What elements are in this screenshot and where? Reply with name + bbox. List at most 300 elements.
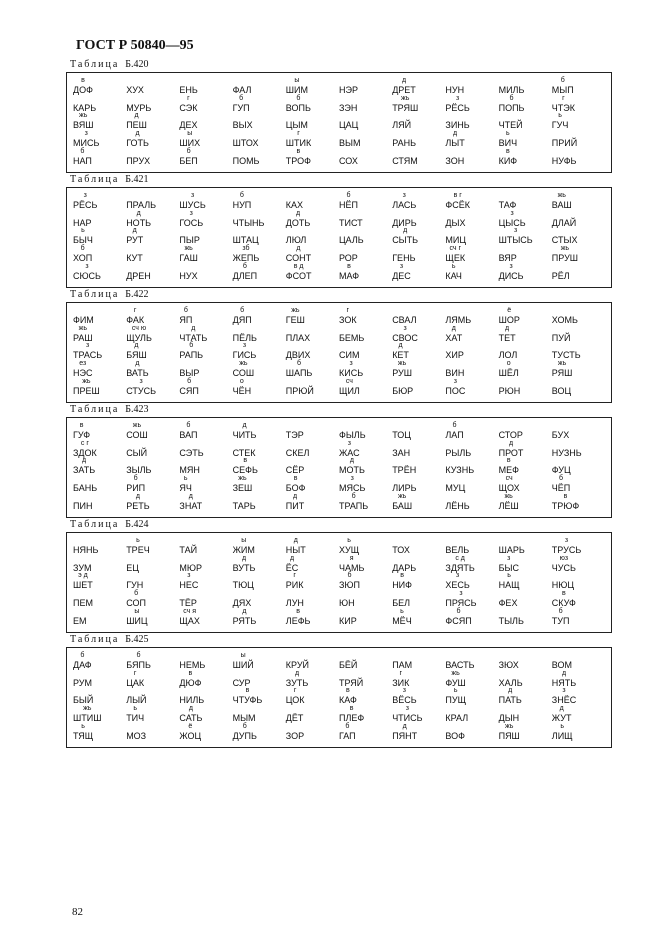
table-cell <box>392 723 445 741</box>
syllable-word <box>179 475 192 494</box>
syllable-text: ТУП <box>551 615 570 626</box>
table-cell <box>445 95 498 113</box>
pronunciation-mark: б <box>452 421 457 429</box>
pronunciation-mark: жь <box>504 492 513 500</box>
syllable-word <box>499 678 523 688</box>
pronunciation-mark: ез <box>79 360 87 368</box>
table-caption <box>66 403 612 417</box>
table-cell <box>445 378 498 396</box>
table-cell <box>286 325 339 343</box>
table-cell <box>499 537 552 555</box>
pronunciation-mark: ы <box>187 130 193 138</box>
table-cell <box>499 343 552 361</box>
table-cell <box>73 378 126 396</box>
syllable-text: ЧТЫНЬ <box>232 217 265 228</box>
syllable-word <box>232 191 252 210</box>
table-cell <box>339 723 392 741</box>
table-cell <box>499 705 552 723</box>
table-cell <box>233 95 286 113</box>
syllable-word <box>285 245 312 264</box>
pronunciation-mark: б <box>559 475 564 483</box>
table-cell <box>73 422 126 440</box>
syllable-word <box>445 669 466 688</box>
table-cell <box>179 555 232 573</box>
syllable-word <box>285 306 305 325</box>
syllable-word <box>445 687 467 706</box>
syllable-text: ТАЙ <box>179 544 198 555</box>
table-cell <box>286 688 339 706</box>
table-cell <box>339 263 392 281</box>
syllable-text: ДЛЕП <box>232 270 258 281</box>
syllable-word <box>286 235 307 245</box>
syllable-text: ПЯНТ <box>392 730 418 741</box>
table-cell <box>233 705 286 723</box>
syllable-word <box>73 651 92 670</box>
table-cell <box>445 573 498 591</box>
pronunciation-mark: жь <box>291 306 300 314</box>
syllable-word <box>498 147 518 166</box>
syllable-word <box>339 103 357 113</box>
syllable-text: ВЁСЬ <box>392 695 417 706</box>
syllable-word <box>286 660 309 670</box>
table-cell <box>286 475 339 493</box>
table-cell <box>73 440 126 458</box>
table-cell <box>179 95 232 113</box>
syllable-text: МИСЬ <box>73 138 100 149</box>
pronunciation-mark: д <box>294 669 300 677</box>
syllable-word <box>286 120 308 130</box>
table-cell <box>286 537 339 555</box>
syllable-word <box>73 218 92 228</box>
syllable-word <box>551 607 570 626</box>
syllable-word <box>339 350 359 360</box>
syllable-text: ПЫР <box>179 235 200 246</box>
table-cell <box>339 113 392 131</box>
syllable-word <box>445 120 469 130</box>
syllable-word <box>233 678 251 688</box>
syllable-word <box>499 253 517 263</box>
table-cell <box>552 192 605 210</box>
table-cell <box>179 475 232 493</box>
table-cell <box>126 440 179 458</box>
table-cell <box>233 77 286 95</box>
table-cell <box>392 228 445 246</box>
table-cell <box>499 360 552 378</box>
syllable-text: ВОМ <box>551 659 572 670</box>
syllable-word <box>445 545 469 555</box>
syllable-word <box>551 245 579 264</box>
syllable-text: БЮР <box>392 385 414 396</box>
syllable-word <box>339 554 365 573</box>
table-cell <box>445 210 498 228</box>
syllable-word <box>126 112 147 131</box>
syllable-word <box>179 695 204 705</box>
syllable-word <box>339 138 360 148</box>
table-cell <box>73 723 126 741</box>
pronunciation-mark: д <box>188 705 193 713</box>
table-cell <box>552 113 605 131</box>
syllable-text: СОНТ <box>285 253 312 264</box>
table-cell <box>179 245 232 263</box>
syllable-word <box>445 245 466 264</box>
syllable-word <box>498 492 519 511</box>
syllable-word <box>339 492 369 511</box>
table-cell <box>179 130 232 148</box>
syllable-text: ФАЛ <box>232 84 252 95</box>
syllable-text: МИЦ <box>445 235 467 246</box>
table-cell <box>445 77 498 95</box>
syllable-text: СЭТЬ <box>179 447 204 458</box>
table-cell <box>73 555 126 573</box>
syllable-text: ТАФ <box>498 199 517 210</box>
pronunciation-mark: з <box>189 209 193 217</box>
pronunciation-mark: ь <box>506 130 510 138</box>
syllable-text: ЯП <box>179 314 193 325</box>
syllable-word <box>339 191 358 210</box>
pronunciation-mark: д <box>241 554 247 562</box>
table-cell <box>233 130 286 148</box>
table-cell <box>73 705 126 723</box>
table-cell <box>286 95 339 113</box>
syllable-word <box>126 705 145 724</box>
syllable-text: ДОФ <box>73 84 93 95</box>
syllable-word <box>179 235 199 245</box>
pronunciation-mark: б <box>80 147 85 155</box>
syllable-text: НЯТЬ <box>551 677 577 688</box>
syllable-word <box>498 227 533 246</box>
table-caption-label: Таблица <box>70 59 120 70</box>
syllable-word <box>392 607 412 626</box>
syllable-text: ХАЛЬ <box>498 677 523 688</box>
table-cell <box>126 228 179 246</box>
syllable-word <box>552 138 577 148</box>
table-cell <box>179 723 232 741</box>
pronunciation-mark: в <box>349 705 354 713</box>
table-caption <box>66 58 612 72</box>
table-cell <box>499 723 552 741</box>
syllable-word <box>126 209 152 228</box>
table-cell <box>392 422 445 440</box>
syllable-word <box>339 262 360 281</box>
syllable-text: ЗДОК <box>73 447 97 458</box>
table-cell <box>286 652 339 670</box>
syllable-text: ЗОК <box>339 314 357 325</box>
syllable-text: ГУП <box>232 102 250 113</box>
syllable-text: ШИМ <box>285 84 309 95</box>
table-cell <box>339 77 392 95</box>
syllable-word <box>445 315 471 325</box>
syllable-word <box>339 722 356 741</box>
syllable-word <box>445 130 465 149</box>
pronunciation-mark: сч <box>345 377 353 385</box>
syllable-text: СОП <box>126 598 146 609</box>
pronunciation-mark: в <box>506 457 511 465</box>
syllable-text: КИР <box>339 615 357 626</box>
syllable-text: ТЯЩ <box>73 730 94 741</box>
syllable-word <box>126 200 156 210</box>
table-cell <box>233 360 286 378</box>
syllable-word <box>498 554 519 573</box>
syllable-word <box>445 607 472 626</box>
table-cell <box>392 130 445 148</box>
syllable-text: ФЕХ <box>498 598 518 609</box>
syllable-word <box>232 687 263 706</box>
syllable-word <box>179 669 202 688</box>
table-cell <box>552 705 605 723</box>
pronunciation-mark: ы <box>240 651 246 659</box>
syllable-word <box>445 377 466 396</box>
syllable-word <box>339 439 360 458</box>
pronunciation-mark: в <box>347 262 351 270</box>
table-cell <box>552 652 605 670</box>
table-cell <box>339 458 392 476</box>
syllable-word <box>339 377 360 396</box>
syllable-word <box>285 492 305 511</box>
pronunciation-mark: д <box>505 324 510 332</box>
syllable-text: ПЕШ <box>126 120 147 131</box>
table-cell <box>179 113 232 131</box>
syllable-word <box>126 324 152 343</box>
syllable-word <box>73 147 92 166</box>
pronunciation-mark: г <box>187 94 190 102</box>
pronunciation-mark: з <box>514 227 518 235</box>
syllable-word <box>392 315 416 325</box>
pronunciation-mark: б <box>347 572 352 580</box>
syllable-word <box>73 563 92 573</box>
syllable-word <box>552 235 578 245</box>
pronunciation-mark: з <box>403 324 407 332</box>
syllable-word <box>179 120 197 130</box>
syllable-text: ВОПЬ <box>285 102 311 113</box>
syllable-text: ЩОХ <box>498 483 520 494</box>
table-caption <box>66 633 612 647</box>
syllable-word <box>339 678 363 688</box>
pronunciation-mark: б <box>133 475 138 483</box>
syllable-word <box>73 695 93 705</box>
table-cell <box>73 325 126 343</box>
syllable-text: ТРАСЬ <box>73 350 103 361</box>
syllable-word <box>233 235 259 245</box>
syllable-word <box>445 483 465 493</box>
table-cell <box>445 130 498 148</box>
table-cell <box>179 325 232 343</box>
table-cell <box>499 113 552 131</box>
table-cell <box>126 573 179 591</box>
syllable-text: РИК <box>285 580 304 591</box>
pronunciation-mark: з <box>85 262 89 270</box>
syllable-text: СИМ <box>339 350 360 361</box>
syllable-text: ЗЕШ <box>232 483 253 494</box>
pronunciation-mark: в <box>79 421 84 429</box>
syllable-text: СТЯМ <box>392 155 418 166</box>
pronunciation-mark: з <box>453 377 457 385</box>
syllable-text: РУШ <box>392 368 412 379</box>
syllable-text: МЫМ <box>232 713 256 724</box>
syllable-text: ГОСЬ <box>179 217 204 228</box>
syllable-text: МАФ <box>339 270 360 281</box>
table-cell <box>552 378 605 396</box>
syllable-text: БАШ <box>392 500 413 511</box>
syllable-text: ЩАХ <box>179 615 200 626</box>
syllable-word <box>498 457 519 476</box>
syllable-text: ВАСТЬ <box>445 659 475 670</box>
table-cell <box>286 555 339 573</box>
pronunciation-mark: в <box>293 475 298 483</box>
pronunciation-mark: ь <box>558 112 562 120</box>
syllable-text: БУХ <box>551 429 570 440</box>
word-table <box>66 302 612 403</box>
syllable-text: ХУХ <box>126 84 144 95</box>
table-cell <box>179 537 232 555</box>
syllable-text: РЯТЬ <box>232 615 257 626</box>
syllable-word <box>126 607 148 626</box>
table-cell <box>73 573 126 591</box>
syllable-word <box>285 76 309 95</box>
syllable-word <box>339 253 358 263</box>
syllable-word <box>551 492 580 511</box>
pronunciation-mark: д <box>398 342 403 350</box>
syllable-word <box>445 262 462 281</box>
syllable-word <box>232 245 260 264</box>
syllable-text: ЧТУФЬ <box>232 695 263 706</box>
pronunciation-mark: ь <box>81 227 85 235</box>
syllable-text: НЭС <box>73 368 93 379</box>
syllable-text: ШЕТ <box>73 580 93 591</box>
table-cell <box>126 113 179 131</box>
pronunciation-mark: д <box>135 130 140 138</box>
pronunciation-mark: з <box>242 342 247 350</box>
syllable-word <box>232 457 258 476</box>
syllable-word <box>179 705 203 724</box>
table-cell <box>499 325 552 343</box>
pronunciation-mark: з <box>402 687 406 695</box>
table-cell <box>286 573 339 591</box>
syllable-text: ТЮЦ <box>232 580 254 591</box>
syllable-text: ПРИЙ <box>551 138 578 149</box>
syllable-word <box>392 687 417 706</box>
table-cell <box>179 590 232 608</box>
syllable-text: ВОЦ <box>551 385 572 396</box>
syllable-text: ЧТАТЬ <box>179 332 208 343</box>
syllable-text: ЛУН <box>285 598 304 609</box>
pronunciation-mark: жь <box>557 360 567 368</box>
table-cell <box>552 95 605 113</box>
syllable-text: РЁСЬ <box>73 199 98 210</box>
pronunciation-mark: з <box>83 191 87 199</box>
syllable-word <box>551 687 577 706</box>
syllable-word <box>73 360 93 379</box>
syllable-text: МУЦ <box>445 483 466 494</box>
table-cell <box>392 148 445 166</box>
pronunciation-mark: сч г <box>449 245 462 253</box>
table-cell <box>445 475 498 493</box>
table-cell <box>73 608 126 626</box>
table-cell <box>339 493 392 511</box>
table-cell <box>286 245 339 263</box>
table-cell <box>445 705 498 723</box>
syllable-word <box>126 227 144 246</box>
syllable-word <box>73 705 102 724</box>
table-cell <box>445 228 498 246</box>
table-cell <box>73 360 126 378</box>
pronunciation-mark: сч я <box>183 607 197 615</box>
table-cell <box>126 343 179 361</box>
syllable-word <box>499 545 525 555</box>
syllable-text: ПЁЛЬ <box>232 332 257 343</box>
syllable-text: РАНЬ <box>392 138 416 149</box>
pronunciation-mark: д <box>559 705 564 713</box>
pronunciation-mark: з <box>564 536 569 544</box>
pronunciation-mark: ё <box>188 722 193 730</box>
syllable-text: НЁП <box>339 199 358 210</box>
syllable-text: ШЁЛ <box>498 368 519 379</box>
syllable-word <box>392 262 411 281</box>
table-cell <box>339 148 392 166</box>
syllable-text: ТРУСЬ <box>551 544 582 555</box>
table-cell <box>179 148 232 166</box>
pronunciation-mark: в <box>188 669 193 677</box>
pronunciation-mark: ь <box>136 536 140 544</box>
syllable-word <box>285 130 312 149</box>
syllable-word <box>232 262 258 281</box>
syllable-text: ЧЁН <box>232 385 252 396</box>
table-cell <box>339 228 392 246</box>
syllable-text: ВЫХ <box>232 120 253 131</box>
syllable-text: ГОТЬ <box>126 138 149 149</box>
table-cell <box>445 537 498 555</box>
pronunciation-mark: б <box>186 421 191 429</box>
syllable-word <box>551 536 582 555</box>
syllable-word <box>233 598 252 608</box>
syllable-text: ТИСТ <box>339 217 363 228</box>
syllable-word <box>286 731 304 741</box>
syllable-word <box>392 138 416 148</box>
syllable-text: РЁСЬ <box>445 102 470 113</box>
syllable-word <box>286 200 303 210</box>
syllable-text: БЯШ <box>126 350 147 361</box>
syllable-text: НЯНЬ <box>73 544 99 555</box>
table-cell <box>73 95 126 113</box>
syllable-text: ЦЫМ <box>285 120 308 131</box>
pronunciation-mark: з <box>84 130 88 138</box>
syllable-text: ЧТЭК <box>551 102 576 113</box>
table-number: Б.424 <box>125 519 149 530</box>
syllable-word <box>233 120 253 130</box>
syllable-text: ШИЦ <box>126 615 148 626</box>
table-cell <box>286 670 339 688</box>
syllable-text: РЫЛЬ <box>445 447 472 458</box>
table-cell <box>392 95 445 113</box>
table-cell <box>499 130 552 148</box>
syllable-word <box>126 342 147 361</box>
table-cell <box>126 263 179 281</box>
syllable-text: ДЫН <box>498 713 520 724</box>
syllable-word <box>392 342 409 361</box>
table-cell <box>233 458 286 476</box>
syllable-word <box>445 448 471 458</box>
syllable-text: ЗДЯТЬ <box>445 562 475 573</box>
syllable-text: ПЛЕФ <box>339 713 365 724</box>
syllable-word <box>339 536 360 555</box>
syllable-word <box>179 448 203 458</box>
table-cell <box>126 608 179 626</box>
table-cell <box>499 210 552 228</box>
syllable-word <box>339 306 357 325</box>
table-cell <box>392 537 445 555</box>
table-cell <box>392 670 445 688</box>
syllable-word <box>551 669 577 688</box>
syllable-word <box>179 130 201 149</box>
